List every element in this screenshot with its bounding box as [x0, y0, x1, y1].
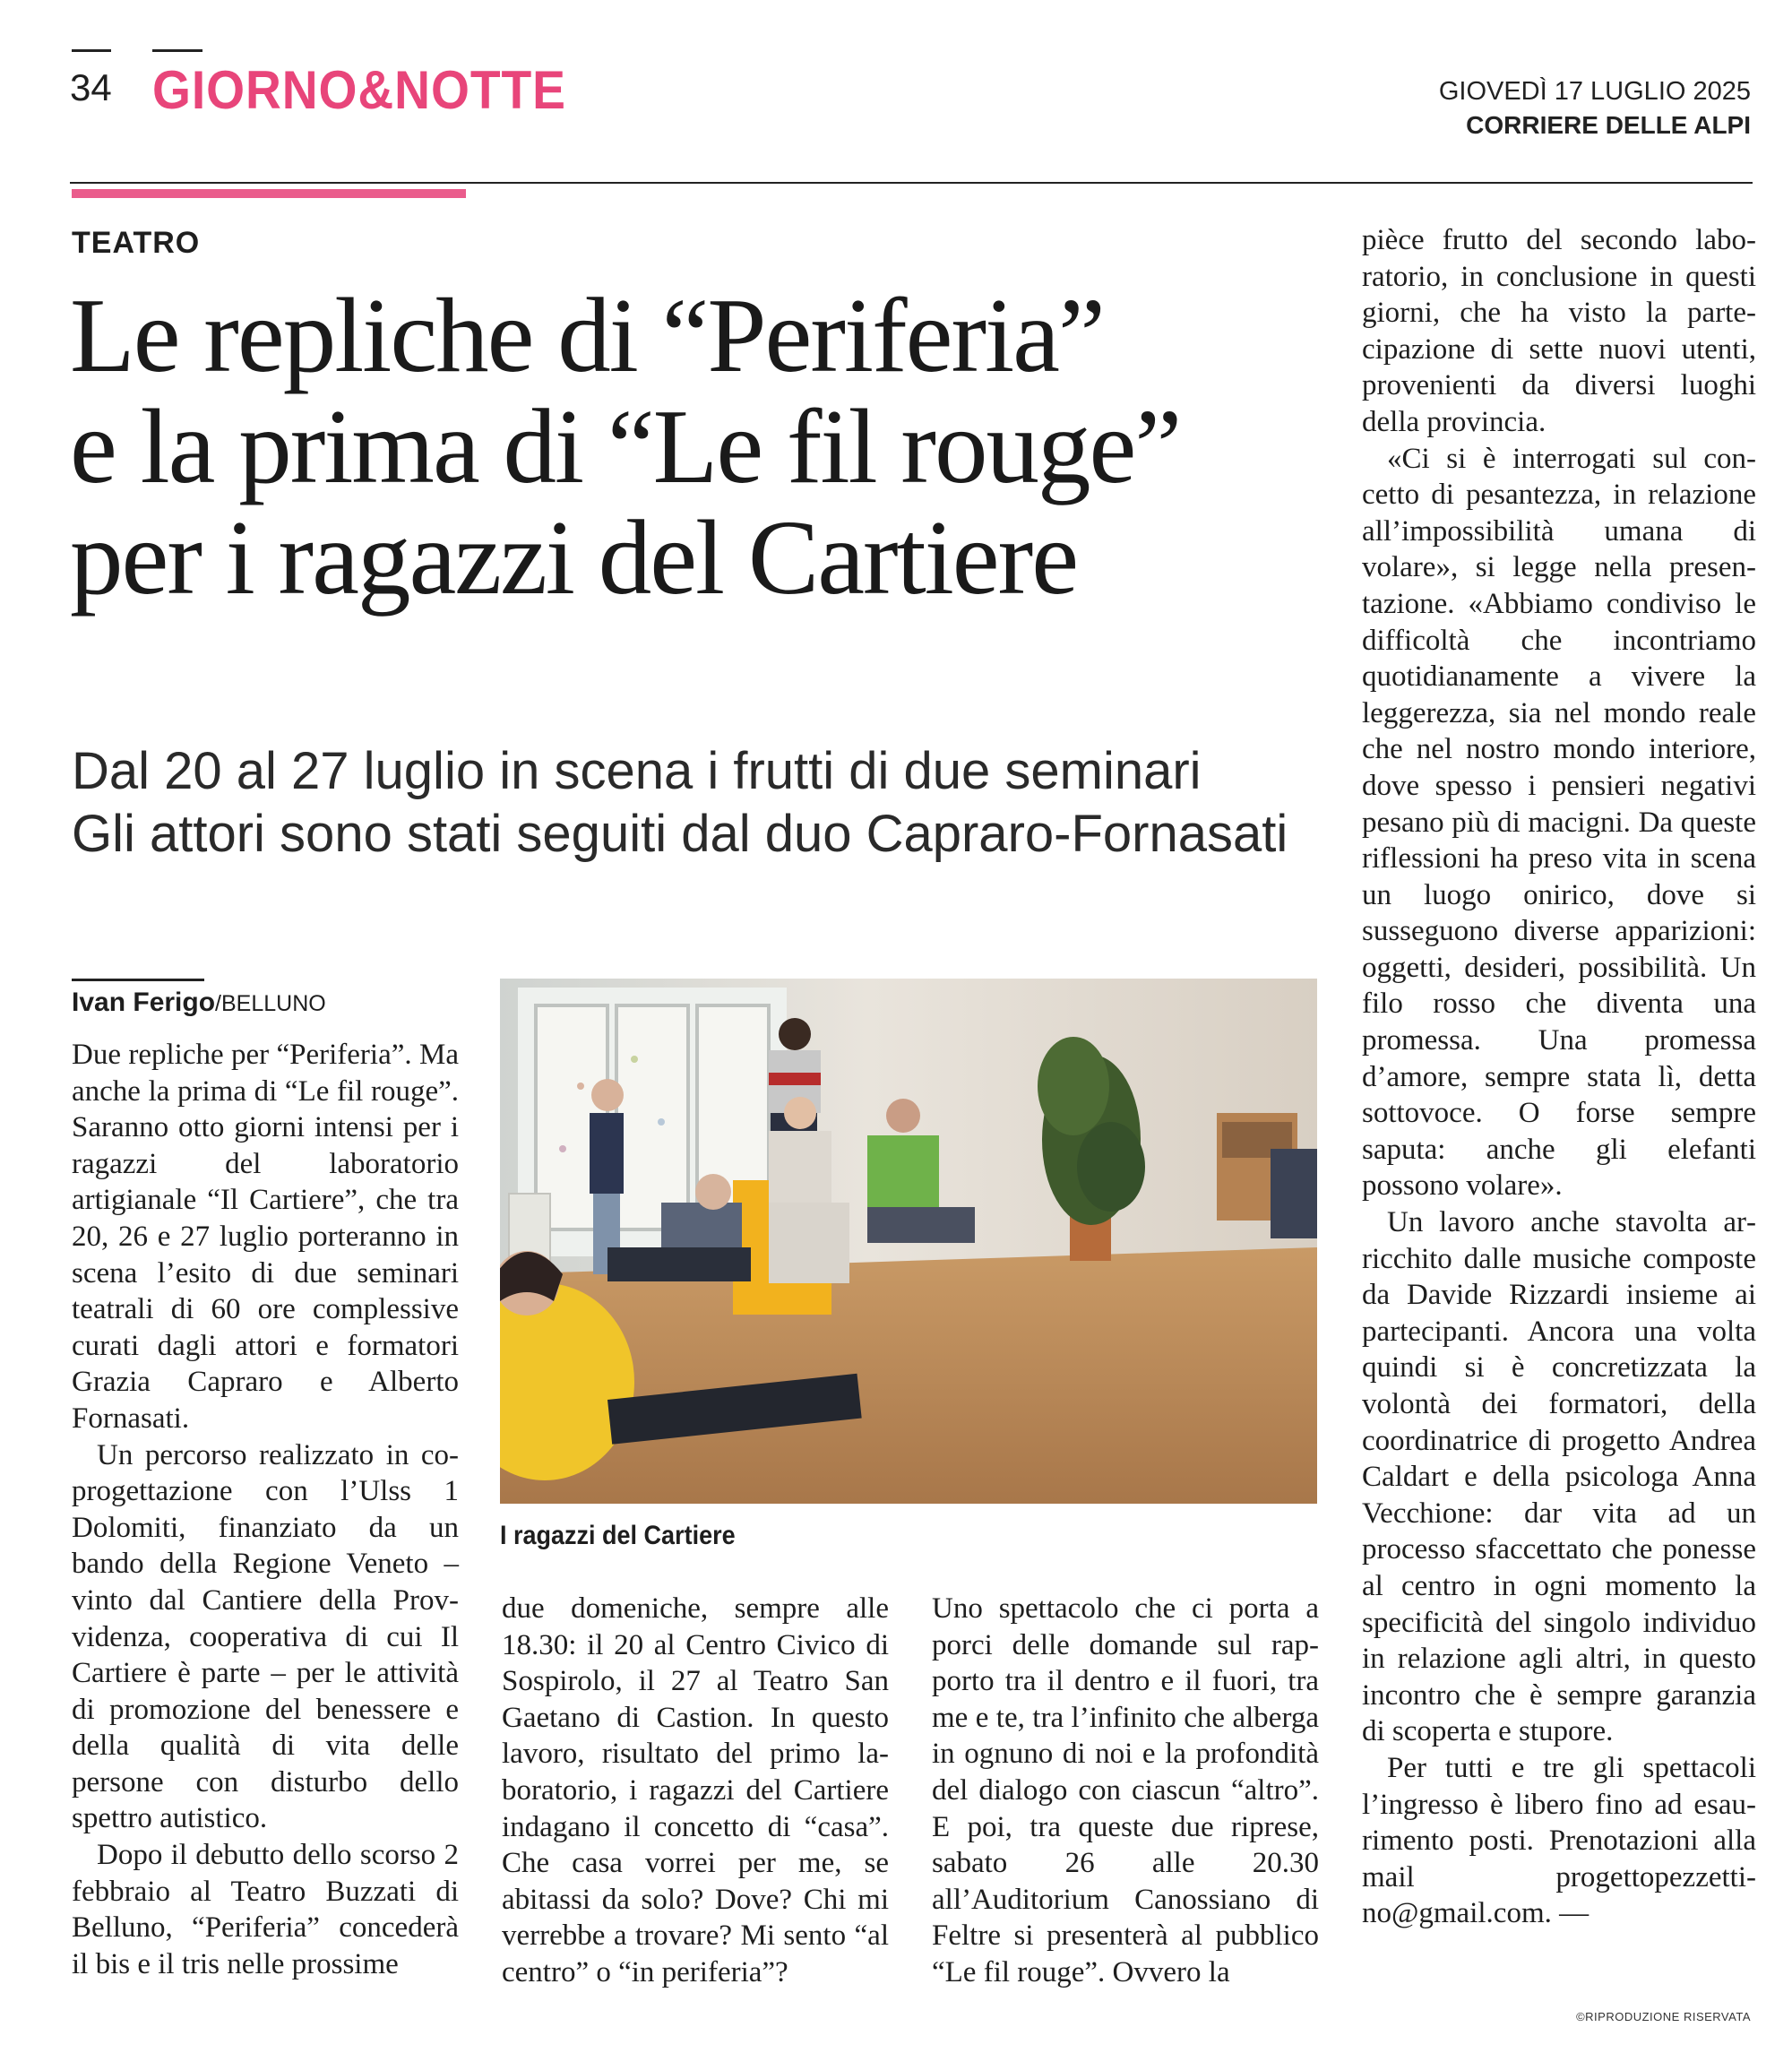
article-paragraph: Due repliche per “Periferia”. Ma anche la prima di “Le fil rouge”. Saranno otto giorni intensi per i ragazzi del laboratorio artigianale “Il Cartiere”, che tra 20, 26 e 27 luglio porteranno in scena l’esito di due seminari teatrali di 60 ore complessive curati dagli attori e formatori Grazia Capraro e Alberto Fornasati. [72, 1039, 459, 1435]
author-name: Ivan Ferigo [72, 988, 216, 1017]
article-column-2 [502, 1591, 889, 1991]
issue-date: GIOVEDÌ 17 LUGLIO 2025 [1438, 77, 1751, 106]
page-number: 34 [70, 66, 112, 108]
dateline-location: BELLUNO [221, 991, 326, 1016]
photo-illustration [500, 979, 1317, 1504]
article-paragraph: pièce frutto del secondo laboratorio, in conclusione in questi giorni, che ha visto la partecipazione di sette nuovi utenti, provenienti da diversi luoghi della provincia. [1362, 224, 1756, 438]
article-paragraph: Dopo il debutto dello scorso 2 febbraio al Teatro Buzzati di Belluno, “Periferia” concederà il bis e il tris nelle prossime [72, 1839, 459, 1980]
byline [72, 988, 326, 1018]
article-column-1 [72, 1037, 459, 1982]
byline-rule [72, 979, 204, 981]
article-paragraph: Un lavoro anche stavolta arricchito dalle musiche composte da Davide Rizzardi insieme ai partecipanti. Ancora una volta quindi si è concretizzata la volontà dei formatori, della coordinatrice di progetto Andrea Caldart e della psicologa Anna Vecchione: dar vita ad un processo sfaccettato che ponesse al centro in ogni momento la specificità del singolo individuo in relazione agli altri, in questo incontro che è sempre garanzia di scoperta e stupore. [1362, 1206, 1756, 1748]
header-tick-left [72, 49, 111, 52]
newspaper-name: CORRIERE DELLE ALPI [1466, 111, 1751, 139]
article-paragraph: due domeniche, sempre alle 18.30: il 20 al Centro Civico di Sospirolo, il 27 al Teatro San Gaetano di Castion. In questo lavoro, risultato del primo laboratorio, i ragazzi del Cartiere indagano il concetto di “casa”. Che casa vorrei per me, se abitassi da solo? Dove? Chi mi verrebbe a trovare? Mi sento “al centro” o “in periferia”? [502, 1592, 889, 1988]
header-rule [70, 182, 1753, 184]
article-paragraph: «Ci si è interrogati sul concetto di pesantezza, in relazione all’impossibilità umana di volare», si legge nella presentazione. «Abbiamo condiviso le difficoltà che incontriamo quotidianamente a vivere la leggerezza, sia nel mondo reale che nel nostro mondo interiore, dove spesso i pensieri negativi pesano più di macigni. Da queste riflessioni ha preso vita in scena un luogo onirico, dove si susseguono diverse apparizioni: oggetti, desideri, possibilità. Un filo rosso che diventa una promessa. Una promessa d’amore, sempre stata lì, detta sottovoce. O forse sempre saputa: anche gli elefanti possono volare». [1362, 442, 1756, 1203]
article-paragraph: Per tutti e tre gli spettacoli l’ingresso è libero fino ad esaurimento posti. Prenotazioni alla mail progettopezzettino@gmail.com. — [1362, 1751, 1756, 1930]
section-title: GIORNO&NOTTE [152, 60, 566, 120]
byline-separator: / [215, 991, 221, 1016]
headline-line: per i ragazzi del Cartiere [70, 498, 1078, 617]
article-subheadline [72, 740, 1326, 866]
headline-line: e la prima di “Le fil rouge” [70, 387, 1181, 505]
headline-line: Le repliche di “Periferia” [70, 276, 1104, 394]
article-paragraph: Uno spettacolo che ci porta a porci delle domande sul rapporto tra il dentro e il fuori, tra me e te, tra l’infinito che alberga in ognuno di noi e la profondità del dialogo con ciascun “altro”. E poi, tra queste due riprese, sabato 26 alle 20.30 all’Auditorium Canossiano di Feltre si presenterà al pubblico “Le fil rouge”. Ovvero la [932, 1592, 1319, 1988]
subhead-line: Dal 20 al 27 luglio in scena i frutti di due seminari [72, 742, 1202, 800]
article-kicker: TEATRO [72, 226, 201, 260]
subhead-line: Gli attori sono stati seguiti dal duo Capraro-Fornasati [72, 805, 1288, 863]
article-paragraph: Un percorso realizzato in co-progettazione con l’Ulss 1 Dolomiti, finanziato da un bando della Regione Veneto – vinto dal Cantiere della Provvidenza, cooperativa di cui Il Cartiere è parte – per le attività di promozione del benessere e della qualità di vita delle persone con disturbo dello spettro autistico. [72, 1438, 459, 1835]
section-accent-rule [72, 189, 466, 198]
article-column-4 [1362, 222, 1756, 1932]
copyright-notice: ©RIPRODUZIONE RISERVATA [1576, 2010, 1751, 2023]
header-tick-right [152, 49, 202, 52]
article-column-3 [932, 1591, 1319, 1991]
article-headline [70, 276, 1342, 617]
article-photo [500, 979, 1317, 1504]
photo-caption: I ragazzi del Cartiere [500, 1521, 736, 1550]
